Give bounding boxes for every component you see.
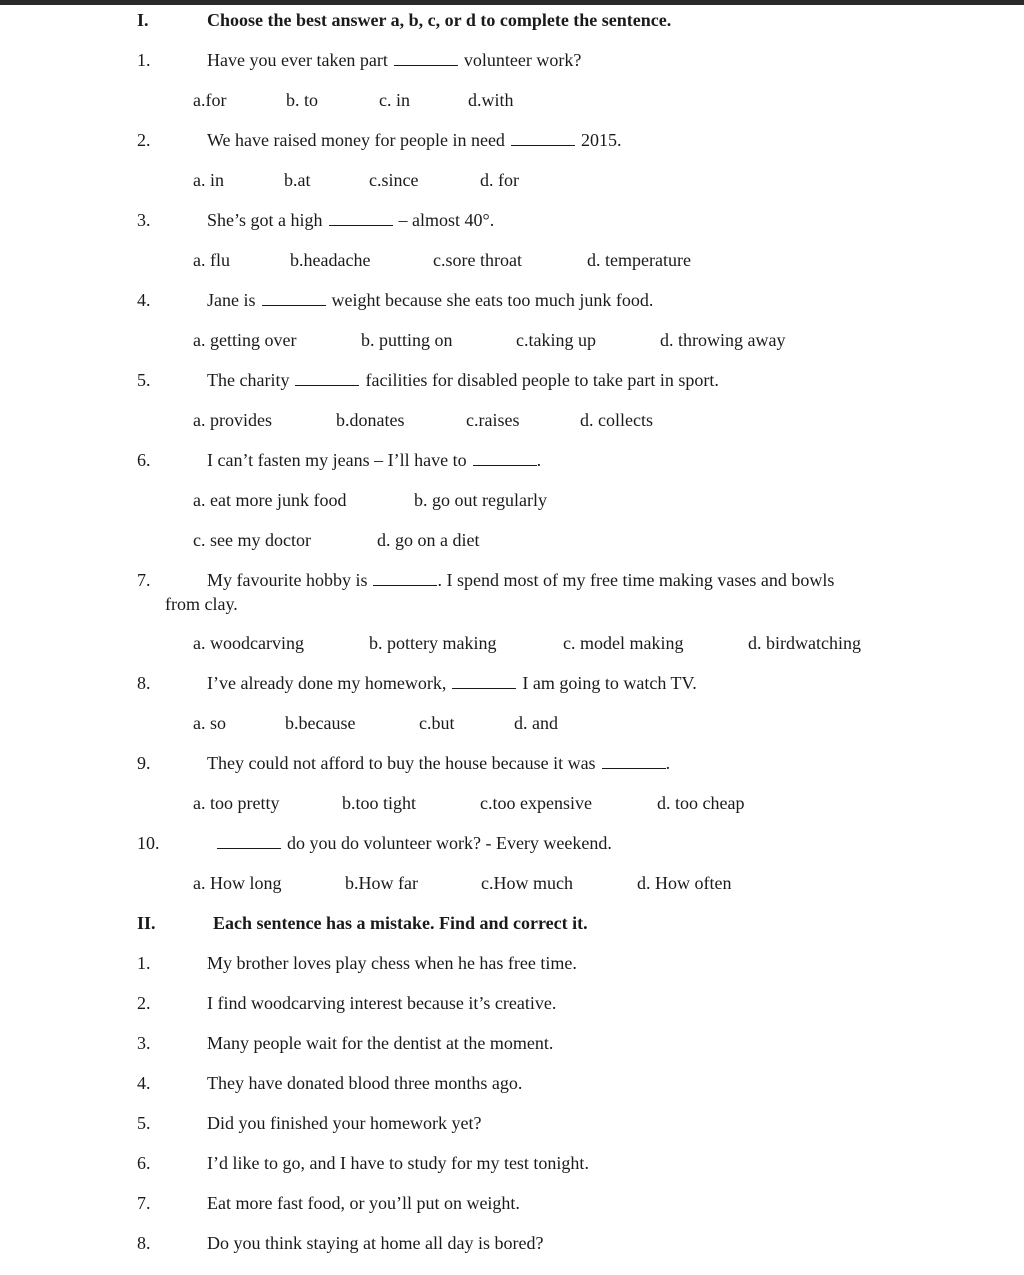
answer-blank[interactable] — [217, 834, 281, 849]
item-sentence: I find woodcarving interest because it’s creative. — [207, 993, 557, 1013]
section1-numeral: I. — [137, 10, 149, 30]
option-b[interactable]: b. putting on — [361, 330, 453, 350]
question-text-after: – almost 40°. — [398, 210, 495, 230]
option-a[interactable]: a. so — [193, 713, 226, 733]
item-sentence: My brother loves play chess when he has free time. — [207, 953, 577, 973]
question-text — [207, 449, 541, 471]
option-d[interactable]: d. go on a diet — [377, 530, 480, 550]
question-text — [207, 569, 834, 591]
item-number: 8. — [137, 1233, 151, 1253]
top-border — [0, 0, 1024, 5]
question-text-before: The charity — [207, 370, 290, 390]
option-d[interactable]: d. collects — [580, 410, 653, 430]
section2-heading: Each sentence has a mistake. Find and correct it. — [213, 913, 588, 933]
item-number: 7. — [137, 1193, 151, 1213]
question-text — [207, 672, 697, 694]
answer-blank[interactable] — [602, 754, 666, 769]
question-text-after: . — [665, 753, 671, 773]
question-text — [207, 289, 653, 311]
item-sentence: Eat more fast food, or you’ll put on weight. — [207, 1193, 520, 1213]
question-number: 2. — [137, 130, 151, 150]
option-b[interactable]: b.donates — [336, 410, 405, 430]
question-text-after: facilities for disabled people to take part in sport. — [365, 370, 719, 390]
item-sentence: I’d like to go, and I have to study for my test tonight. — [207, 1153, 589, 1173]
option-b[interactable]: b.because — [285, 713, 356, 733]
option-c[interactable]: c. see my doctor — [193, 530, 311, 550]
question-text-after: do you do volunteer work? - Every weekend. — [287, 833, 612, 853]
item-sentence: Did you finished your homework yet? — [207, 1113, 482, 1133]
section1-heading: Choose the best answer a, b, c, or d to complete the sentence. — [207, 10, 672, 30]
question-number: 1. — [137, 50, 151, 70]
question-text-after: weight because she eats too much junk food. — [331, 290, 654, 310]
item-number: 1. — [137, 953, 151, 973]
question-number: 10. — [137, 833, 160, 853]
option-c[interactable]: c.since — [369, 170, 419, 190]
option-d[interactable]: d. birdwatching — [748, 633, 861, 653]
option-b[interactable]: b.headache — [290, 250, 371, 270]
question-text-after: volunteer work? — [463, 50, 582, 70]
option-b[interactable]: b. pottery making — [369, 633, 497, 653]
option-b[interactable]: b. to — [286, 90, 319, 110]
question-text-after: 2015. — [580, 130, 622, 150]
question-text-before: They could not afford to buy the house because it was — [207, 753, 596, 773]
question-text — [207, 209, 494, 231]
question-text — [207, 369, 719, 391]
answer-blank[interactable] — [373, 571, 437, 586]
question-text-before: My favourite hobby is — [207, 570, 368, 590]
item-number: 5. — [137, 1113, 151, 1133]
item-sentence: Do you think staying at home all day is bored? — [207, 1233, 544, 1253]
answer-blank[interactable] — [511, 131, 575, 146]
option-d[interactable]: d.with — [468, 90, 514, 110]
question-text-before: I can’t fasten my jeans – I’ll have to — [207, 450, 467, 470]
option-c[interactable]: c. in — [379, 90, 410, 110]
item-number: 6. — [137, 1153, 151, 1173]
question-number: 4. — [137, 290, 151, 310]
item-number: 2. — [137, 993, 151, 1013]
option-c[interactable]: c.taking up — [516, 330, 596, 350]
option-a[interactable]: a. How long — [193, 873, 282, 893]
item-number: 3. — [137, 1033, 151, 1053]
option-b[interactable]: b.How far — [345, 873, 418, 893]
item-sentence: They have donated blood three months ago. — [207, 1073, 523, 1093]
option-c[interactable]: c.but — [419, 713, 455, 733]
option-a[interactable]: a. too pretty — [193, 793, 280, 813]
option-a[interactable]: a. in — [193, 170, 224, 190]
option-b[interactable]: b. go out regularly — [414, 490, 547, 510]
question-text-before: Have you ever taken part — [207, 50, 388, 70]
answer-blank[interactable] — [262, 291, 326, 306]
option-b[interactable]: b.too tight — [342, 793, 417, 813]
question-text-after: . I spend most of my free time making vases and bowls — [437, 570, 835, 590]
option-c[interactable]: c.too expensive — [480, 793, 592, 813]
question-text — [207, 752, 670, 774]
option-d[interactable]: d. How often — [637, 873, 732, 893]
option-c[interactable]: c.sore throat — [433, 250, 522, 270]
option-c[interactable]: c.raises — [466, 410, 520, 430]
option-d[interactable]: d. for — [480, 170, 519, 190]
question-text — [217, 832, 612, 854]
answer-blank[interactable] — [452, 674, 516, 689]
question-text — [207, 129, 621, 151]
option-d[interactable]: d. and — [514, 713, 558, 733]
option-d[interactable]: d. temperature — [587, 250, 691, 270]
question-text-after: . — [536, 450, 542, 470]
question-number: 7. — [137, 570, 151, 590]
question-text-before: I’ve already done my homework, — [207, 673, 447, 693]
item-number: 4. — [137, 1073, 151, 1093]
question-number: 9. — [137, 753, 151, 773]
option-a[interactable]: a. provides — [193, 410, 272, 430]
option-d[interactable]: d. too cheap — [657, 793, 745, 813]
option-b[interactable]: b.at — [284, 170, 311, 190]
question-text-before: We have raised money for people in need — [207, 130, 505, 150]
option-a[interactable]: a. getting over — [193, 330, 297, 350]
option-a[interactable]: a.for — [193, 90, 227, 110]
question-number: 8. — [137, 673, 151, 693]
question-number: 5. — [137, 370, 151, 390]
answer-blank[interactable] — [394, 51, 458, 66]
option-c[interactable]: c.How much — [481, 873, 573, 893]
option-a[interactable]: a. flu — [193, 250, 230, 270]
question-text-after: I am going to watch TV. — [522, 673, 697, 693]
question-number: 3. — [137, 210, 151, 230]
option-d[interactable]: d. throwing away — [660, 330, 786, 350]
answer-blank[interactable] — [473, 451, 537, 466]
question-text — [207, 49, 581, 71]
answer-blank[interactable] — [329, 211, 393, 226]
item-sentence: Many people wait for the dentist at the moment. — [207, 1033, 554, 1053]
option-c[interactable]: c. model making — [563, 633, 684, 653]
question-text-continuation: from clay. — [165, 594, 238, 614]
answer-blank[interactable] — [295, 371, 359, 386]
question-text-before: Jane is — [207, 290, 256, 310]
option-a[interactable]: a. woodcarving — [193, 633, 304, 653]
section2-numeral: II. — [137, 913, 156, 933]
option-a[interactable]: a. eat more junk food — [193, 490, 347, 510]
question-text-before: She’s got a high — [207, 210, 323, 230]
question-number: 6. — [137, 450, 151, 470]
